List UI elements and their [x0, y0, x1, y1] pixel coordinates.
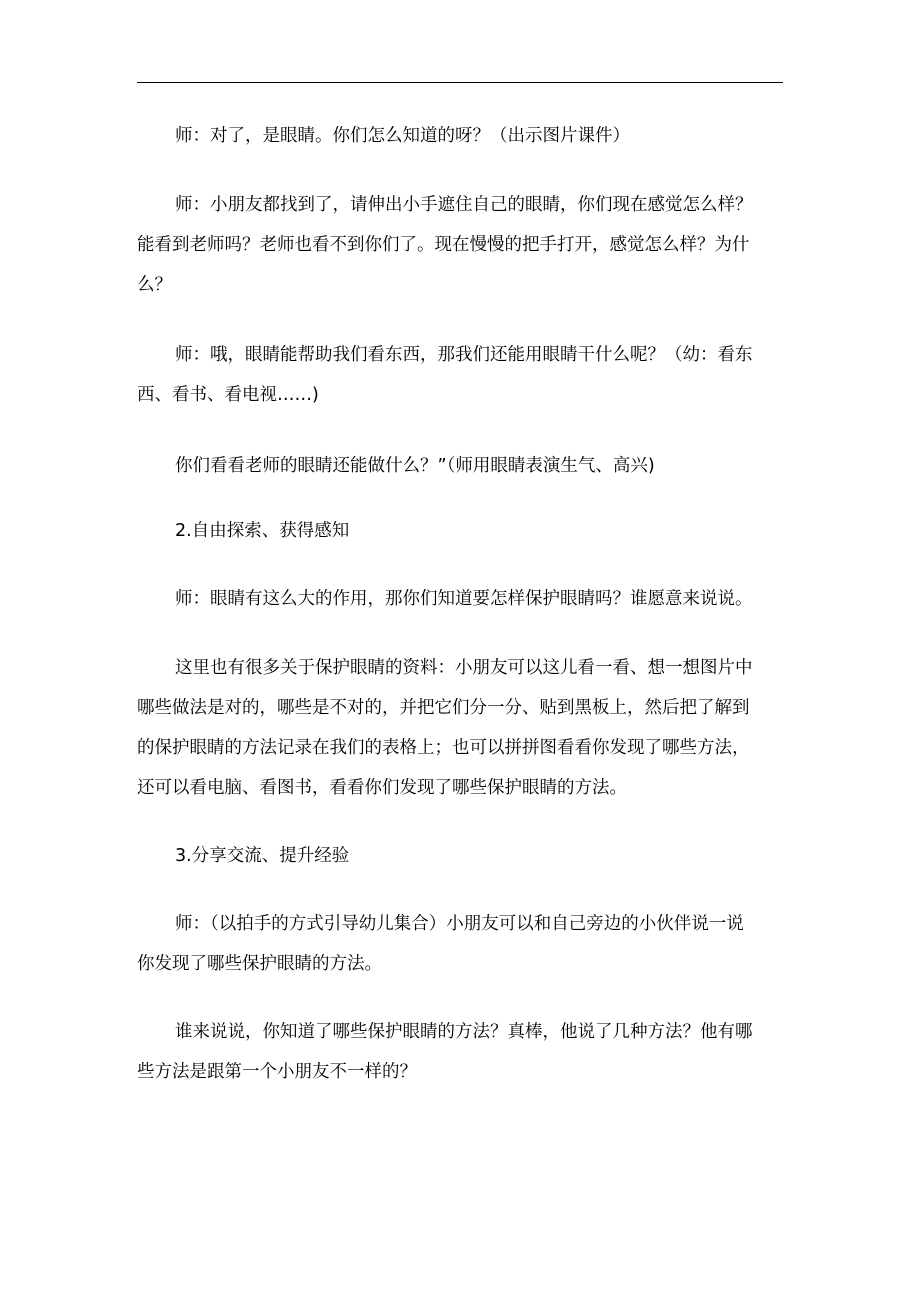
paragraph-materials [137, 648, 797, 808]
paragraph-who-tells [137, 1012, 797, 1092]
paragraph-line: 师：（以拍手的方式引导幼儿集合）小朋友可以和自己旁边的小伙伴说一说 [175, 914, 744, 934]
section-heading-share-exchange [137, 836, 797, 876]
paragraph-eyes-uses [137, 335, 797, 415]
paragraph-line: 的保护眼睛的方法记录在我们的表格上；也可以拼拼图看看你发现了哪些方法， [137, 738, 750, 758]
paragraph-cover-eyes [137, 185, 797, 305]
paragraph-teacher-expressions [137, 446, 797, 486]
paragraph-line: 师：对了，是眼睛。你们怎么知道的呀？（出示图片课件） [175, 126, 630, 146]
paragraph-line: 3.分享交流、提升经验 [175, 846, 350, 866]
paragraph-line: 你们看看老师的眼睛还能做什么？”（师用眼睛表演生气、高兴) [175, 456, 655, 476]
paragraph-protect-eyes-question [137, 579, 797, 619]
paragraph-line: 能看到老师吗？老师也看不到你们了。现在慢慢的把手打开，感觉怎么样？为什 [137, 235, 750, 255]
section-heading-free-exploration [137, 511, 797, 551]
paragraph-line: 么？ [137, 275, 172, 295]
paragraph-line: 哪些做法是对的，哪些是不对的，并把它们分一分、贴到黑板上，然后把了解到 [137, 698, 750, 718]
paragraph-line: 些方法是跟第一个小朋友不一样的？ [137, 1062, 417, 1082]
paragraph-line: 师：哦，眼睛能帮助我们看东西，那我们还能用眼睛干什么呢？（幼：看东 [175, 345, 753, 365]
paragraph-line: 谁来说说，你知道了哪些保护眼睛的方法？真棒，他说了几种方法？他有哪 [175, 1022, 753, 1042]
document-body [137, 116, 797, 1092]
paragraph-line: 2.自由探索、获得感知 [175, 521, 350, 541]
paragraph-line: 师：小朋友都找到了，请伸出小手遮住自己的眼睛，你们现在感觉怎么样？ [175, 195, 753, 215]
paragraph-line: 这里也有很多关于保护眼睛的资料：小朋友可以这儿看一看、想一想图片中 [175, 658, 753, 678]
header-rule [137, 82, 783, 83]
paragraph-line: 你发现了哪些保护眼睛的方法。 [137, 954, 382, 974]
paragraph-line: 还可以看电脑、看图书，看看你们发现了哪些保护眼睛的方法。 [137, 778, 627, 798]
paragraph-line: 师：眼睛有这么大的作用，那你们知道要怎样保护眼睛吗？谁愿意来说说。 [175, 589, 753, 609]
paragraph-gather-share [137, 904, 797, 984]
paragraph-line: 西、看书、看电视……) [137, 385, 319, 405]
paragraph-teacher-eyes-answer [137, 116, 797, 156]
